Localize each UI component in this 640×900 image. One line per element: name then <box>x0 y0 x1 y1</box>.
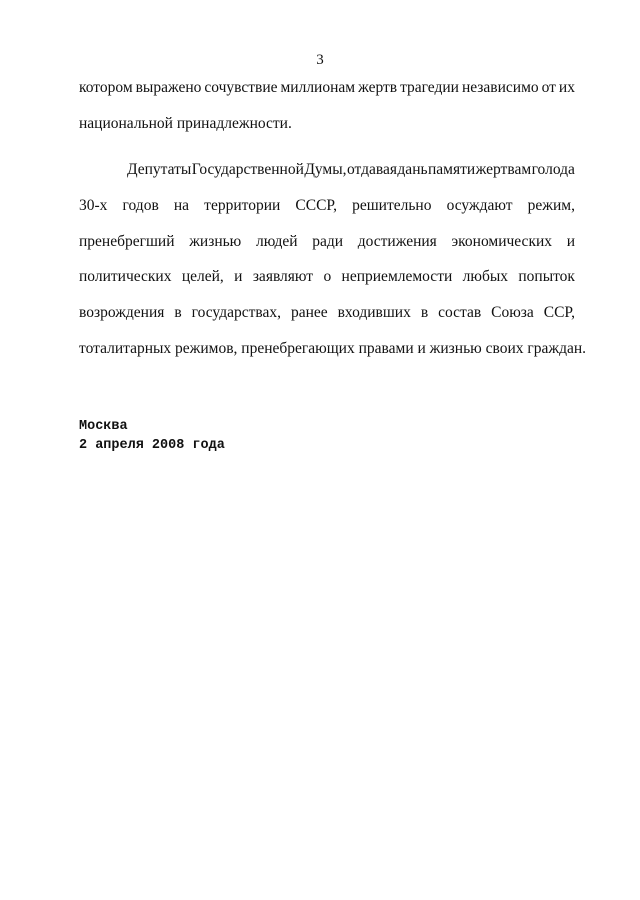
page-number: 3 <box>316 52 324 68</box>
word: пренебрегший <box>79 233 175 250</box>
word: СССР, <box>295 197 337 214</box>
word: экономических <box>451 233 553 250</box>
word: ранее <box>290 304 328 321</box>
paragraph-1-line-1 <box>79 78 575 98</box>
paragraph-2-line-6: тоталитарных режимов, пренебрегающих правами и жизнью своих граждан. <box>79 340 587 357</box>
word: выражено <box>135 79 202 96</box>
word: в <box>420 304 429 321</box>
word: Государственной <box>191 161 304 178</box>
paragraph-2-line-2 <box>79 196 575 216</box>
word: состав <box>438 304 482 321</box>
word: их <box>558 79 575 96</box>
word: голода <box>531 161 575 178</box>
word: ради <box>312 233 344 250</box>
word: заявляют <box>252 268 314 285</box>
word: Депутаты <box>127 161 192 178</box>
word: возрождения <box>79 304 165 321</box>
word: сочувствие <box>204 79 278 96</box>
word: осуждают <box>446 197 513 214</box>
word: любых <box>462 268 508 285</box>
word: независимо <box>461 79 539 96</box>
word: на <box>173 197 190 214</box>
word: от <box>541 79 556 96</box>
word: государствах, <box>191 304 281 321</box>
word: жертв <box>358 79 398 96</box>
word: трагедии <box>400 79 459 96</box>
word: о <box>323 268 332 285</box>
paragraph-2-line-4 <box>79 267 575 287</box>
word: памяти <box>428 161 476 178</box>
word: попыток <box>518 268 575 285</box>
word: котором <box>79 79 133 96</box>
word: достижения <box>357 233 437 250</box>
paragraph-2-line-1 <box>127 160 575 180</box>
word: в <box>174 304 182 321</box>
word: решительно <box>352 197 432 214</box>
paragraph-1-line-2: национальной принадлежности. <box>79 115 292 132</box>
word: Думы, <box>304 161 347 178</box>
signature-city: Москва <box>79 419 128 434</box>
word: жертвам <box>475 161 532 178</box>
word: территории <box>204 197 281 214</box>
word: и <box>234 268 243 285</box>
word: Союза <box>491 304 534 321</box>
word: годов <box>122 197 159 214</box>
word: 30-х <box>79 197 108 214</box>
word: миллионам <box>280 79 356 96</box>
word: неприемлемости <box>341 268 453 285</box>
word: политических <box>79 268 172 285</box>
paragraph-2-line-3 <box>79 232 575 252</box>
word: людей <box>255 233 298 250</box>
word: и <box>566 233 575 250</box>
signature-date: 2 апреля 2008 года <box>79 438 225 453</box>
word: отдавая <box>346 161 397 178</box>
word: режим, <box>527 197 575 214</box>
word: ССР, <box>543 304 575 321</box>
word: жизнью <box>189 233 242 250</box>
word: входивших <box>337 304 411 321</box>
paragraph-2-line-5 <box>79 303 575 323</box>
word: целей, <box>181 268 224 285</box>
word: дань <box>397 161 428 178</box>
